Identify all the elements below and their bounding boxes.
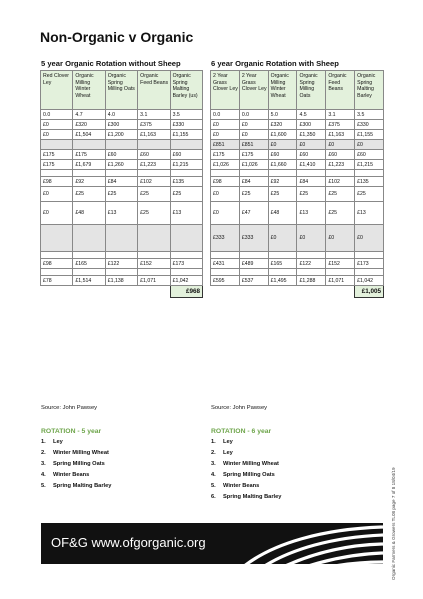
table-cell: [268, 286, 297, 298]
table-cell: £1,200: [105, 130, 137, 140]
table-cell: [355, 170, 384, 177]
table-cell: £25: [73, 187, 105, 202]
table-row: [211, 225, 384, 252]
table-cell: £0: [239, 130, 268, 140]
rotation-item: [41, 483, 111, 494]
rotation-item-label: Winter Beans: [53, 472, 90, 478]
table-cell: £165: [73, 259, 105, 269]
rotation-item-label: Spring Milling Oats: [223, 472, 275, 478]
table-cell: £0: [326, 225, 355, 252]
table-row: [211, 130, 384, 140]
table-cell: [105, 286, 137, 298]
table-cell: £300: [297, 120, 326, 130]
table-cell: £165: [268, 259, 297, 269]
rotation-item-label: Winter Milling Wheat: [223, 461, 279, 467]
table-cell: £1,042: [170, 276, 202, 286]
table-cell: 3.1: [138, 110, 170, 120]
table-cell: £1,155: [355, 130, 384, 140]
rotation-item-label: Spring Milling Oats: [53, 461, 105, 467]
table-cell: £1,163: [138, 130, 170, 140]
table-row: [41, 120, 203, 130]
table-cell: £1,026: [239, 160, 268, 170]
table-cell: 4.5: [297, 110, 326, 120]
table-cell: £152: [138, 259, 170, 269]
table-cell: £375: [138, 120, 170, 130]
table-cell: £13: [297, 202, 326, 225]
table-cell: £851: [211, 140, 240, 150]
table-cell: £0: [297, 225, 326, 252]
table-cell: £1,071: [138, 276, 170, 286]
table-cell: £1,679: [73, 160, 105, 170]
rotation-item: [41, 439, 111, 450]
table-cell: £0: [41, 130, 73, 140]
table-cell: [355, 252, 384, 259]
rotation-item-number: 4.: [211, 472, 216, 478]
table-cell: £851: [239, 140, 268, 150]
rotation-item: [211, 450, 281, 461]
table-cell: £0: [268, 225, 297, 252]
table-cell: £78: [41, 276, 73, 286]
table-cell: [326, 170, 355, 177]
table-cell: [170, 170, 202, 177]
rotation-item: [41, 461, 111, 472]
table-cell: £0: [211, 130, 240, 140]
table-cell: £25: [105, 187, 137, 202]
table-cell: £537: [239, 276, 268, 286]
table-cell: £1,514: [73, 276, 105, 286]
table-row: [41, 225, 203, 252]
rotation-item-label: Ley: [223, 450, 233, 456]
table-cell: £1,600: [268, 130, 297, 140]
table-row: [41, 276, 203, 286]
table-cell: [105, 170, 137, 177]
column-header: Organic Spring Malting Barley (us): [170, 71, 202, 110]
table-cell: [41, 286, 73, 298]
table-cell: £1,042: [355, 276, 384, 286]
table-cell: [138, 170, 170, 177]
table-cell: £0: [211, 120, 240, 130]
table-row: [211, 252, 384, 259]
table-cell: £1,215: [170, 160, 202, 170]
table-cell: [41, 140, 73, 150]
rotation-item: [41, 472, 111, 483]
table-cell: [355, 269, 384, 276]
table-cell: £320: [73, 120, 105, 130]
table-row: [211, 177, 384, 187]
table-cell: £330: [170, 120, 202, 130]
table-cell: [170, 252, 202, 259]
table-cell: [138, 286, 170, 298]
rotation-6yr-list: [211, 428, 281, 505]
table-row: [211, 160, 384, 170]
table-cell: £1,155: [170, 130, 202, 140]
rotation-5yr-heading: ROTATION - 5 year: [41, 428, 102, 435]
table-cell: £60: [355, 150, 384, 160]
table-cell: £300: [105, 120, 137, 130]
table-row: [211, 170, 384, 177]
table-cell: £330: [355, 120, 384, 130]
table-cell: £25: [268, 187, 297, 202]
table-cell: [297, 170, 326, 177]
table-row: [211, 276, 384, 286]
table-cell: [211, 286, 240, 298]
left-source: Source: John Pawsey: [41, 405, 98, 411]
rotation-item-number: 4.: [41, 472, 46, 478]
table-cell: £0: [211, 202, 240, 225]
table-cell: £489: [239, 259, 268, 269]
table-header-row: [41, 71, 203, 110]
rotation-item: [211, 472, 281, 483]
table-cell: £13: [170, 202, 202, 225]
table-cell: [41, 225, 73, 252]
column-header: Red Clover Ley: [41, 71, 73, 110]
rotation-item-label: Ley: [53, 439, 63, 445]
table-cell: £1,223: [138, 160, 170, 170]
table-cell: £60: [105, 150, 137, 160]
rotation-item-number: 5.: [211, 483, 216, 489]
rotation-item: [211, 461, 281, 472]
table-cell: £84: [105, 177, 137, 187]
rotation-item-label: Winter Milling Wheat: [53, 450, 109, 456]
footer-logo-text: OF&G www.ofgorganic.org: [51, 535, 206, 550]
table-cell: £47: [239, 202, 268, 225]
rotation-table-5yr: [40, 70, 203, 298]
table-cell: £60: [170, 150, 202, 160]
table-cell: £25: [355, 187, 384, 202]
table-cell: £25: [326, 187, 355, 202]
table-cell: £1,138: [105, 276, 137, 286]
table-cell: £152: [326, 259, 355, 269]
rotation-item-label: Spring Malting Barley: [223, 494, 282, 500]
column-header: Organic Milling Winter Wheat: [73, 71, 105, 110]
table-row: [41, 252, 203, 259]
rotation-5yr-list: [41, 428, 111, 494]
table-cell: £1,495: [268, 276, 297, 286]
table-row: [41, 150, 203, 160]
rotation-item-number: 6.: [211, 494, 216, 500]
table-cell: £0: [326, 140, 355, 150]
total-cell: £1,005: [355, 286, 384, 298]
rotation-table-6yr: [210, 70, 384, 298]
table-cell: £84: [297, 177, 326, 187]
table-cell: [73, 269, 105, 276]
table-cell: [73, 286, 105, 298]
table-cell: [41, 252, 73, 259]
table-header-row: [211, 71, 384, 110]
right-source: Source: John Pawsey: [211, 405, 268, 411]
table-cell: £431: [211, 259, 240, 269]
table-cell: £25: [138, 187, 170, 202]
table-cell: 3.5: [355, 110, 384, 120]
table-cell: £375: [326, 120, 355, 130]
table-cell: 3.1: [326, 110, 355, 120]
rotation-item-label: Ley: [223, 439, 233, 445]
table-cell: £98: [211, 177, 240, 187]
table-cell: £98: [41, 259, 73, 269]
table-cell: [138, 140, 170, 150]
table-cell: 4.0: [105, 110, 137, 120]
table-row: [211, 202, 384, 225]
table-cell: £333: [239, 225, 268, 252]
table-cell: £1,163: [326, 130, 355, 140]
total-cell: £968: [170, 286, 202, 298]
table-cell: £60: [297, 150, 326, 160]
table-cell: 0.0: [41, 110, 73, 120]
table-row: [211, 187, 384, 202]
rotation-item-number: 1.: [211, 439, 216, 445]
table-row: [211, 259, 384, 269]
table-cell: £1,215: [355, 160, 384, 170]
rotation-item-number: 5.: [41, 483, 46, 489]
table-cell: £0: [211, 187, 240, 202]
table-cell: 0.0: [239, 110, 268, 120]
table-cell: [239, 269, 268, 276]
table-cell: [105, 252, 137, 259]
table-cell: 0.0: [211, 110, 240, 120]
table-row: [41, 259, 203, 269]
rotation-item-number: 1.: [41, 439, 46, 445]
table-cell: £0: [41, 120, 73, 130]
table-cell: £135: [170, 177, 202, 187]
table-cell: [268, 252, 297, 259]
table-cell: £0: [41, 187, 73, 202]
table-cell: [268, 269, 297, 276]
table-cell: £320: [268, 120, 297, 130]
table-cell: [105, 140, 137, 150]
rotation-item-number: 2.: [41, 450, 46, 456]
table-cell: [211, 269, 240, 276]
table-cell: £102: [326, 177, 355, 187]
column-header: Organic Feed Beans: [326, 71, 355, 110]
table-cell: £98: [41, 177, 73, 187]
table-cell: £1,071: [326, 276, 355, 286]
table-row: [211, 286, 384, 298]
table-cell: [211, 252, 240, 259]
rotation-item-number: 2.: [211, 450, 216, 456]
table-cell: £173: [355, 259, 384, 269]
table-cell: £0: [355, 225, 384, 252]
table-row: [41, 140, 203, 150]
table-cell: £13: [105, 202, 137, 225]
table-cell: £84: [239, 177, 268, 187]
table-cell: £1,223: [326, 160, 355, 170]
table-row: [41, 130, 203, 140]
table-cell: [211, 170, 240, 177]
footer-wave-graphic: [233, 523, 383, 564]
rotation-item-label: Winter Beans: [223, 483, 260, 489]
rotation-item: [211, 494, 281, 505]
table-cell: £1,504: [73, 130, 105, 140]
table-cell: [326, 269, 355, 276]
table-cell: 3.5: [170, 110, 202, 120]
rotation-6yr-heading: ROTATION - 6 year: [211, 428, 272, 435]
table-cell: £333: [211, 225, 240, 252]
rotation-item-number: 3.: [41, 461, 46, 467]
table-cell: [297, 286, 326, 298]
table-row: [41, 202, 203, 225]
table-cell: £0: [239, 120, 268, 130]
table-cell: £25: [326, 202, 355, 225]
table-cell: £175: [41, 150, 73, 160]
table-cell: [105, 225, 137, 252]
rotation-item: [211, 439, 281, 450]
table-cell: £92: [268, 177, 297, 187]
table-cell: 4.7: [73, 110, 105, 120]
table-cell: [297, 252, 326, 259]
table-cell: [41, 170, 73, 177]
page-title: Non-Organic v Organic: [40, 29, 194, 45]
page-side-note: Organic Farmers & Growers TL08 page 7 of 8 18/04/19: [391, 467, 396, 580]
column-header: Organic Milling Winter Wheat: [268, 71, 297, 110]
table-cell: [239, 252, 268, 259]
table-row: [211, 120, 384, 130]
table-cell: £122: [297, 259, 326, 269]
table-cell: [73, 252, 105, 259]
table-cell: £175: [211, 150, 240, 160]
table-cell: £13: [355, 202, 384, 225]
table-row: [41, 187, 203, 202]
table-cell: £25: [138, 202, 170, 225]
table-cell: £1,350: [297, 130, 326, 140]
footer-banner: [41, 523, 383, 564]
table-cell: £122: [105, 259, 137, 269]
table-cell: £25: [170, 187, 202, 202]
table-cell: [170, 225, 202, 252]
table-row: [41, 269, 203, 276]
table-cell: 5.0: [268, 110, 297, 120]
rotation-item-label: Spring Malting Barley: [53, 483, 112, 489]
table-cell: [73, 170, 105, 177]
table-row: [41, 286, 203, 298]
table-cell: £0: [355, 140, 384, 150]
column-header: Organic Spring Milling Oats: [105, 71, 137, 110]
table-cell: [138, 252, 170, 259]
table-cell: £60: [138, 150, 170, 160]
table-cell: [138, 225, 170, 252]
table-row: [211, 150, 384, 160]
table-cell: [326, 252, 355, 259]
table-cell: [326, 286, 355, 298]
column-header: Organic Spring Malting Barley: [355, 71, 384, 110]
table-cell: £48: [73, 202, 105, 225]
table-cell: [239, 286, 268, 298]
table-row: [211, 110, 384, 120]
table-cell: [138, 269, 170, 276]
table-cell: £175: [239, 150, 268, 160]
table-cell: £1,660: [268, 160, 297, 170]
table-row: [211, 140, 384, 150]
table-row: [41, 170, 203, 177]
table-cell: £48: [268, 202, 297, 225]
column-header: 2 Year Grass Clover Ley: [239, 71, 268, 110]
table-cell: £0: [41, 202, 73, 225]
table-cell: £135: [355, 177, 384, 187]
table-cell: [170, 269, 202, 276]
table-cell: £102: [138, 177, 170, 187]
left-table-subtitle: 5 year Organic Rotation without Sheep: [41, 59, 181, 68]
table-cell: £173: [170, 259, 202, 269]
table-cell: £1,026: [211, 160, 240, 170]
column-header: Organic Spring Milling Oats: [297, 71, 326, 110]
table-cell: £1,260: [105, 160, 137, 170]
table-cell: £595: [211, 276, 240, 286]
table-cell: £1,288: [297, 276, 326, 286]
table-cell: £175: [73, 150, 105, 160]
table-cell: £25: [239, 187, 268, 202]
table-cell: [41, 269, 73, 276]
table-cell: £0: [268, 140, 297, 150]
table-cell: £60: [326, 150, 355, 160]
column-header: Organic Feed Beans: [138, 71, 170, 110]
table-row: [41, 160, 203, 170]
rotation-item-number: 3.: [211, 461, 216, 467]
table-cell: £60: [268, 150, 297, 160]
table-cell: [239, 170, 268, 177]
table-cell: £92: [73, 177, 105, 187]
table-cell: [73, 140, 105, 150]
table-cell: [105, 269, 137, 276]
table-cell: £1,410: [297, 160, 326, 170]
table-row: [41, 177, 203, 187]
table-row: [211, 269, 384, 276]
table-cell: [297, 269, 326, 276]
table-cell: £0: [297, 140, 326, 150]
rotation-item: [41, 450, 111, 461]
right-table-subtitle: 6 year Organic Rotation with Sheep: [211, 59, 339, 68]
table-cell: £25: [297, 187, 326, 202]
table-cell: [73, 225, 105, 252]
rotation-item: [211, 483, 281, 494]
table-cell: [268, 170, 297, 177]
table-cell: £175: [41, 160, 73, 170]
column-header: 2 Year Grass Clover Ley: [211, 71, 240, 110]
table-row: [41, 110, 203, 120]
table-cell: [170, 140, 202, 150]
